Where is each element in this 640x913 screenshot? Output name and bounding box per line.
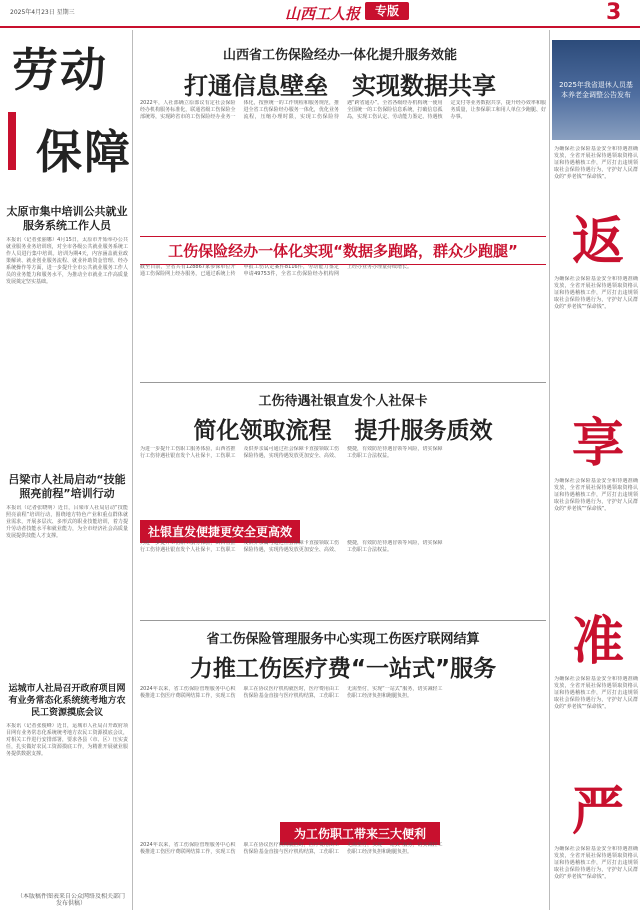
left-article3-title: 运城市人社局召开政府项目网有业务常态化系统统考地方农民工资源摸底会议 <box>8 684 126 718</box>
left-article2-title: 吕梁市人社局启动“技能照亮前程”培训行动 <box>8 473 126 500</box>
right-brief-3: 为确保社会保险基金安全和待遇准确发放，全省开展社保待遇领取资格认证和待遇稽核工作，严厉打击违规领取社会保险待遇行为，守护好人民群众的“养老钱”“保命钱”。 <box>554 478 638 512</box>
photo-caption: 2025年我省退休人员基本养老金调整公告发布 <box>559 81 633 99</box>
masthead <box>8 34 138 204</box>
left-footer-note: （本版稿件图表来自公众网络及相关部门发布供稿） <box>16 893 125 907</box>
masthead-accent <box>8 112 16 170</box>
article1-body: 2022年，人社部确立原部议有定社会保险经办机构服务标准化，联通省级工伤保险全部统筹，实现跨省市的工伤保险经办业务一体化，按照统一的工作规程和服务规范，推进全省工伤保险经办服务一体化，优化业务流程，压缩办理时限，实现工伤保险待遇“跨省通办”。全省各级经办机构统一使用全国统一的工伤保险信息系统，打破信息孤岛，实现工伤认定、劳动能力鉴定、待遇核定支付等业务数据共享，提升经办效率和服务质量，让参保职工和用人单位少跑腿、好办事。 <box>140 100 546 120</box>
right-brief-2: 为确保社会保险基金安全和待遇准确发放，全省开展社保待遇领取资格认证和待遇稽核工作，严厉打击违规领取社会保险待遇行为，守护好人民群众的“养老钱”“保命钱”。 <box>554 276 638 310</box>
article3-body: 2024年以来，省工伤保险管理服务中心积极推进工伤医疗费联网结算工作，实现工伤职工在协议医疗机构就医时，医疗费用由工伤保险基金直接与医疗机构结算，工伤职工无需垫付，实现“一站式”服务，切实减轻工伤职工经济负担和跑腿负担。 <box>140 686 443 699</box>
dateline: 2025年4月23日 星期三 <box>10 9 75 16</box>
page-header <box>0 0 640 28</box>
article2-kicker: 工伤待遇社银直发个人社保卡 <box>258 394 428 409</box>
left-column <box>6 205 128 873</box>
photo <box>552 40 640 140</box>
right-brief: 为确保社会保险基金安全和待遇准确发放，全省开展社保待遇领取资格认证和待遇稽核工作，严厉打击违规领取社会保险待遇行为，守护好人民群众的“养老钱”“保命钱”。 <box>554 146 638 180</box>
right-brief-4: 为确保社会保险基金安全和待遇准确发放，全省开展社保待遇领取资格认证和待遇稽核工作，严厉打击违规领取社会保险待遇行为，守护好人民群众的“养老钱”“保命钱”。 <box>554 676 638 710</box>
divider <box>140 382 546 383</box>
article2-body2: 为进一步提升工伤职工服务体验，山西省推行工伤待遇社银直发个人社保卡，工伤职工及供养亲属可通过社会保障卡直接领取工伤保险待遇，实现待遇发放更加安全、高效、便捷，有效防范待遇冒领等风险，切实保障工伤职工合法权益。 <box>140 540 443 553</box>
left-article3-body: 本报讯（记者张俊峰）近日，运城市人社局召开政府项目网有业务常态化系统统考地方农民工资源摸底会议，对相关工作进行安排部署，要求各县（市、区）压实责任，扎实做好农民工资源摸底工作，为精准开展就业服务提供数据支撑。 <box>6 723 128 757</box>
article2-headline: 简化领取流程 提升服务质效 <box>193 418 493 444</box>
left-article1-title: 太原市集中培训公共就业服务系统工作人员 <box>6 205 128 232</box>
article3-kicker: 省工伤保险管理服务中心实现工伤医疗联网结算 <box>206 632 480 647</box>
article3-body2: 2024年以来，省工伤保险管理服务中心积极推进工伤医疗费联网结算工作，实现工伤职工在协议医疗机构就医时，医疗费用由工伤保险基金直接与医疗机构结算，工伤职工无需垫付，实现“一站式”服务，切实减轻工伤职工经济负担和跑腿负担。 <box>140 842 443 855</box>
right-brief-5: 为确保社会保险基金安全和待遇准确发放，全省开展社保待遇领取资格认证和待遇稽核工作，严厉打击违规领取社会保险待遇行为，守护好人民群众的“养老钱”“保命钱”。 <box>554 846 638 880</box>
column-divider <box>132 30 133 910</box>
big-char-fan: 返 <box>571 211 624 272</box>
column-divider <box>549 30 550 910</box>
paper-name: 山西工人报 <box>285 5 361 23</box>
left-article2-body: 本报讯（记者张晓明）近日，吕梁市人社局启动“技能照亮前程”培训行动，围绕地方特色产业和重点群体就业需求，开展多层次、多形式的职业技能培训，着力提升劳动者技能水平和就业能力，为全市经济社会高质量发展提供技能人才支撑。 <box>6 505 128 539</box>
article3-headline: 力推工伤医疗费“一站式”服务 <box>189 656 497 682</box>
big-char-yan: 严 <box>571 781 624 842</box>
masthead-line2: 保障 <box>36 125 132 179</box>
article2-body: 为进一步提升工伤职工服务体验，山西省推行工伤待遇社银直发个人社保卡，工伤职工及供养亲属可通过社会保障卡直接领取工伤保险待遇，实现待遇发放更加安全、高效、便捷，有效防范待遇冒领等风险，切实保障工伤职工合法权益。 <box>140 446 443 459</box>
section-tag: 专版 <box>365 2 409 20</box>
article1-kicker: 山西省工伤保险经办一体化提升服务效能 <box>222 48 457 63</box>
article1-headline: 打通信息壁垒 实现数据共享 <box>184 72 496 100</box>
article3-redbar: 为工伤职工带来三大便利 <box>280 822 440 845</box>
left-article1-body: 本报讯（记者张丽娜）4月15日，太原市开始举办公共就业服务业务培训班，对全市各级公共就业服务系统工作人员进行集中培训。培训为期4天，内容涵盖就业政策解读、就业创业服务流程、就业补助资金管理、经办系统操作等方面，进一步提升全市公共就业服务工作人员的业务能力和服务水平，为推动全市就业工作高质量发展奠定坚实基础。 <box>6 237 128 285</box>
article2-redbar: 社银直发便捷更安全更高效 <box>140 520 300 543</box>
big-char-xiang: 享 <box>571 413 624 474</box>
article1-subhead: 工伤保险经办一体化实现“数据多跑路，群众少跑腿” <box>140 236 546 265</box>
page-number: 3 <box>606 0 622 25</box>
masthead-line1: 劳动 <box>12 43 108 97</box>
divider <box>140 620 546 621</box>
article1-body2: 截至目前，全省共有128867家参保单位开通工伤保险网上经办服务，已通过系统上传申报工伤认定案件8116件，劳动能力鉴定申请49753件，全省工伤保险经办机构网上经办业务办理量持续增长。 <box>140 264 413 277</box>
big-char-zhun: 准 <box>571 611 624 672</box>
